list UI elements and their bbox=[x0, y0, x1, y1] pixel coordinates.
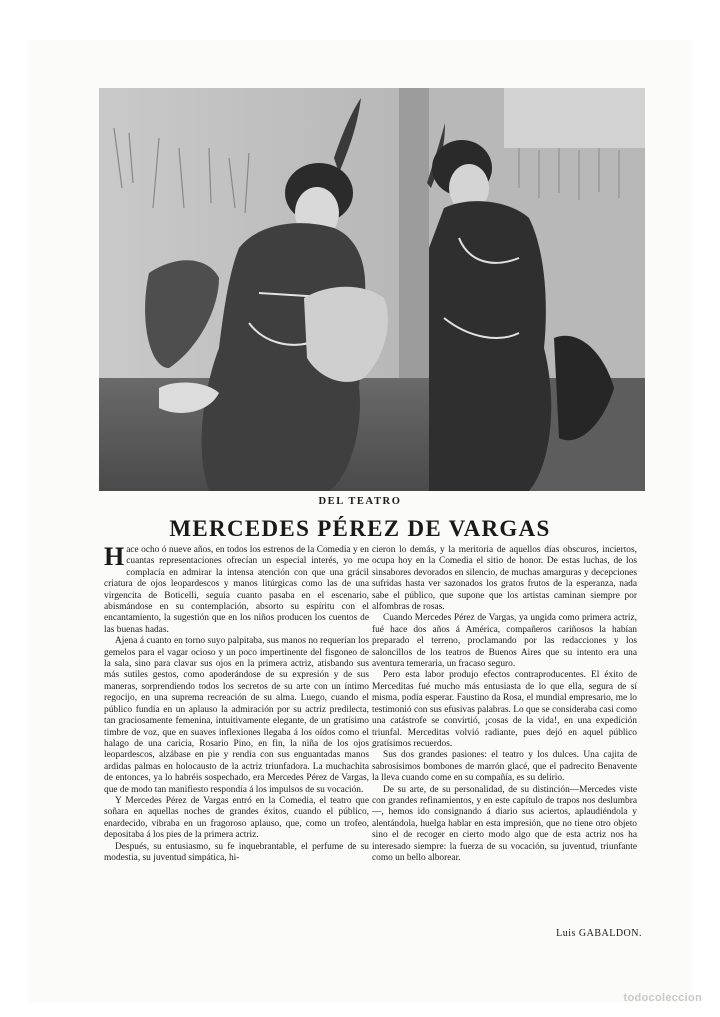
actress-photograph bbox=[99, 88, 645, 491]
paragraph: cieron lo demás, y la meritoria de aquellos días obscuros, inciertos, ocupa hoy en la Comedia el sitio de honor. De estas luchas, de los sinsabores devorados en silencio, de muchas amarguras y decepciones sufridas hasta ver sazonados los gratos frutos de la esperanza, nada sabe el público, que supone que los artistas caminan siempre por alfombras de rosas. bbox=[372, 545, 637, 613]
paragraph bbox=[104, 542, 369, 636]
paragraph: Sus dos grandes pasiones: el teatro y los dulces. Una cajita de sabrosísimos bombones de marrón glacé, que el padrecito Benavente la lleva cuando come en su compañía, es su delirio. bbox=[372, 750, 637, 784]
article-title: MERCEDES PÉREZ DE VARGAS bbox=[169, 516, 551, 541]
photo-illustration bbox=[99, 88, 645, 491]
paragraph: Cuando Mercedes Pérez de Vargas, ya ungida como primera actriz, fué hace dos años á América, compañeros cariñosos la habían preparado el terreno, proclamando por las redacciones y los saloncillos de los teatros de Buenos Aires que su intento era una aventura temeraria, un fracaso seguro. bbox=[372, 613, 637, 670]
article-column-left bbox=[104, 542, 369, 864]
drop-cap: H bbox=[104, 542, 125, 571]
watermark-text: todocoleccion bbox=[623, 992, 702, 1004]
paragraph: Después, su entusiasmo, su fe inquebrantable, el perfume de su modestia, su juventud simpática, hi- bbox=[104, 841, 369, 863]
author-signature: Luis GABALDON. bbox=[556, 928, 642, 939]
paragraph: Ajena á cuanto en torno suyo palpitaba, sus manos no requerían los gemelos para el vagar ocioso y un poco impertinente del fisgoneo de la sala, sino para clavar sus ojos en la primera actriz, atisbando sus más sutiles gestos, como apoderándose de su expresión y de sus maneras, sorprendiendo todos los secretos de su arte con un íntimo regocijo, en una suprema recreación de su alma. Luego, cuando el público fundía en un aplauso la admiración por su actriz predilecta, tan graciosamente femenina, intuitivamente elegante, de un gratísimo timbre de voz, que en suaves inflexiones llegaba á los oídos como el halago de una caricia, Rosario Pino, en fin, la niña de los ojos leopardescos, alzábase en pie y rendía con sus enguantadas manos ardidas palmas en holocausto de la actriz triunfadora. La muchachita de entonces, ya lo habréis sospechado, era Mercedes Pérez de Vargas, que de modo tan manifiesto respondía á los impulsos de su vocación. bbox=[104, 636, 369, 795]
paragraph-text: ace ocho ó nueve años, en todos los estrenos de la Comedia y en cuantas representaciones ofrecían un especial interés, yo me complacía en admirar la intensa atención con que una grácil criatura de ojos leopardescos y manos litúrgicas como las de una virgencita de Boticelli, seguía cuanto pasaba en el escenario, abismándose en su contemplación, absorto su espíritu con el encantamiento, la sugestión que en los niños producen los cuentos de las buenas hadas. bbox=[104, 545, 369, 635]
section-heading: DEL TEATRO bbox=[318, 496, 402, 507]
paragraph: De su arte, de su personalidad, de su distinción—Mercedes viste con grandes refinamientos, y en este capítulo de trapos nos deslumbra—, hemos ido consignando á diario sus aciertos, aplaudiéndola y alentándola, huelga hablar en esta impresión, que no tiene otro objeto sino el de recoger en cierto modo algo que de esta actriz nos ha interesado siempre: la fuerza de su vocación, su juventud, triunfante como un bello alborear. bbox=[372, 784, 637, 863]
paragraph: Y Mercedes Pérez de Vargas entró en la Comedia, el teatro que soñara en aquellas noches de grandes éxitos, cuando el público, enardecido, vibraba en un fragoroso aplauso, que, como un trofeo, depositaba á los pies de la primera actriz. bbox=[104, 795, 369, 841]
paragraph: Pero esta labor produjo efectos contraproducentes. El éxito de Merceditas fué mucho más entusiasta de lo que ella, segura de sí misma, podía esperar. Faustino da Rosa, el mundial empresario, me lo testimonió con sus efusivas palabras. Lo que se consideraba casi como una catástrofe se convirtió, ¡cosas de la vida!, en una expedición triunfal. Merceditas volvió radiante, pues dejó en aquel público gratísimos recuerdos. bbox=[372, 670, 637, 749]
article-column-right bbox=[372, 545, 637, 864]
